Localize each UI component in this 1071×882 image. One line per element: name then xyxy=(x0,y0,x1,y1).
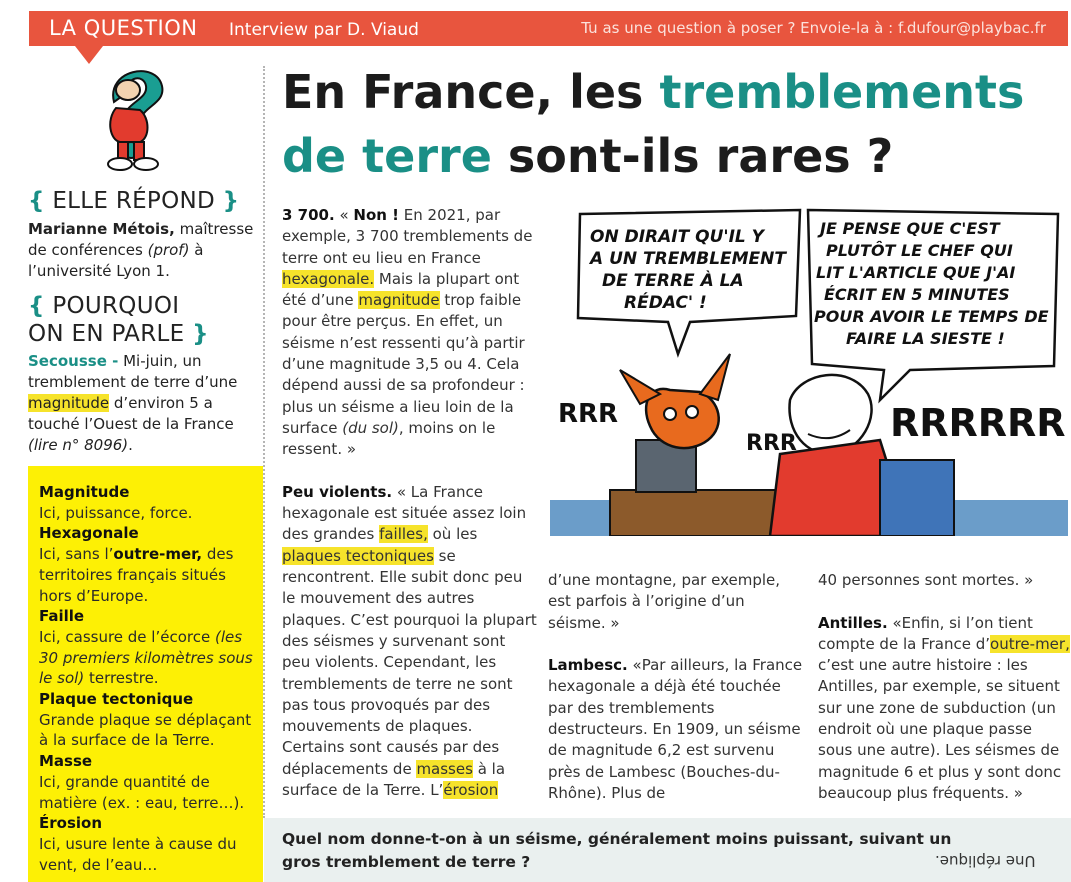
expert-bio: Marianne Métois, maîtresse de conférences (prof) à l’université Lyon 1. xyxy=(28,220,254,280)
bubble-left-line: ON DIRAIT QU'IL Y xyxy=(590,227,764,247)
glossary-entry: Magnitude Ici, puissance, force. xyxy=(39,483,193,522)
brace-left-icon: { xyxy=(28,188,45,214)
article-column-3 xyxy=(818,570,1070,826)
page-title: En France, les tremblements de terre sont-ils rares ? xyxy=(282,65,1025,183)
bubble-left-line: RÉDAC' ! xyxy=(624,293,707,313)
paragraph-3700: 3 700. « Non ! En 2021, par exemple, 3 700 tremblements de terre ont eu lieu en France hexagonale. Mais la plupart ont été d’une magnitude trop faible pour être perçus. En effet, un séisme n’est ressenti qu’à partir d’une magnitude 3,5 ou 4. Cela dépend aussi de sa profondeur : plus un séisme a lieu loin de la surface (du sol), moins on le ressent. » xyxy=(282,206,533,459)
glossary-entry: Masse Ici, grande quantité de matière (ex. : eau, terre…). xyxy=(39,752,245,812)
paragraph-lambesc: Lambesc. «Par ailleurs, la France hexagonale a déjà été touchée par des tremblements destructeurs. En 1909, un séisme de magnitude 6,2 est survenu près de Lambesc (Bouches-du-Rhône). Plus de xyxy=(548,656,803,802)
snore-text: RRR xyxy=(746,431,797,456)
bubble-left-line: DE TERRE À LA xyxy=(602,271,744,291)
glossary-entry: Érosion Ici, usure lente à cause du vent, de l’eau… xyxy=(39,814,237,874)
snore-text: RRR xyxy=(558,399,619,429)
cartoon-drawing xyxy=(550,204,1068,536)
bubble-right-line: JE PENSE QUE C'EST xyxy=(820,219,1000,238)
brace-right-icon: } xyxy=(192,321,209,347)
bubble-right-line: PLUTÔT LE CHEF QUI xyxy=(826,241,1013,260)
paragraph-antilles: Antilles. «Enfin, si l’on tient compte de la France d’outre-mer, c’est une autre histoire : les Antilles, par exemple, se situent sur une zone de subduction (un endroit où une plaque passe sous une autre). Les séismes de magnitude 6 et plus y sont donc beaucoup plus fréquents. » xyxy=(818,613,1070,802)
glossary-entry: Faille Ici, cassure de l’écorce (les 30 premiers kilomètres sous le sol) terrestre. xyxy=(39,607,253,688)
bubble-right-line: FAIRE LA SIESTE ! xyxy=(846,329,1005,348)
glossary-entry: Plaque tectonique Grande plaque se déplaçant à la surface de la Terre. xyxy=(39,690,252,750)
column-divider xyxy=(263,66,265,818)
snore-text: RRRRRR xyxy=(890,401,1066,445)
quiz-answer-upside-down: Une réplique. xyxy=(934,852,1035,870)
cartoon-illustration xyxy=(550,204,1068,536)
quiz-question: Quel nom donne-t-on à un séisme, généralement moins puissant, suivant un gros tremblement de terre ? xyxy=(282,830,952,871)
quiz-box xyxy=(264,818,1071,882)
bubble-left-line: A UN TREMBLEMENT xyxy=(590,249,786,269)
bubble-right-line: POUR AVOIR LE TEMPS DE xyxy=(814,307,1049,326)
paragraph-continued: d’une montagne, par exemple, est parfois à l’origine d’un séisme. » xyxy=(548,571,781,632)
pourquoi-heading: { POURQUOI ON EN PARLE } xyxy=(28,293,209,347)
brace-right-icon: } xyxy=(222,188,240,214)
byline: Interview par D. Viaud xyxy=(229,20,419,40)
glossary-box xyxy=(28,466,263,882)
elle-repond-heading: { ELLE RÉPOND } xyxy=(28,188,240,214)
brace-left-icon: { xyxy=(28,293,45,319)
paragraph-peu-violents: Peu violents. « La France hexagonale est située assez loin des grandes failles, où les plaques tectoniques se rencontrent. Elle subit donc peu le mouvement des autres plaques. C’est pourquoi la plupart des séismes y survenant sont peu violents. Cependant, les tremblements de terre ne sont pas tous provoqués par des mouvements de plaques. Certains sont causés par des déplacements de masses à la surface de la Terre. L’érosion xyxy=(282,482,537,800)
article-column-2 xyxy=(548,570,804,826)
article-column-1 xyxy=(282,205,538,823)
rubric-label: LA QUESTION xyxy=(49,16,198,40)
header-banner xyxy=(29,11,1068,46)
question-mark-mascot-illustration xyxy=(76,60,186,176)
bubble-right-line: ÉCRIT EN 5 MINUTES xyxy=(824,285,1010,304)
contact-line[interactable]: Tu as une question à poser ? Envoie-la à : f.dufour@playbac.fr xyxy=(581,19,1046,37)
paragraph-deaths: 40 personnes sont mortes. » xyxy=(818,571,1034,589)
glossary-entry: Hexagonale Ici, sans l’outre-mer, des territoires français situés hors d’Europe. xyxy=(39,524,234,605)
bubble-right-line: LIT L'ARTICLE QUE J'AI xyxy=(816,263,1016,282)
context-paragraph: Secousse - Mi-juin, un tremblement de terre d’une magnitude d’environ 5 a touché l’Ouest de la France (lire n° 8096). xyxy=(28,352,238,454)
